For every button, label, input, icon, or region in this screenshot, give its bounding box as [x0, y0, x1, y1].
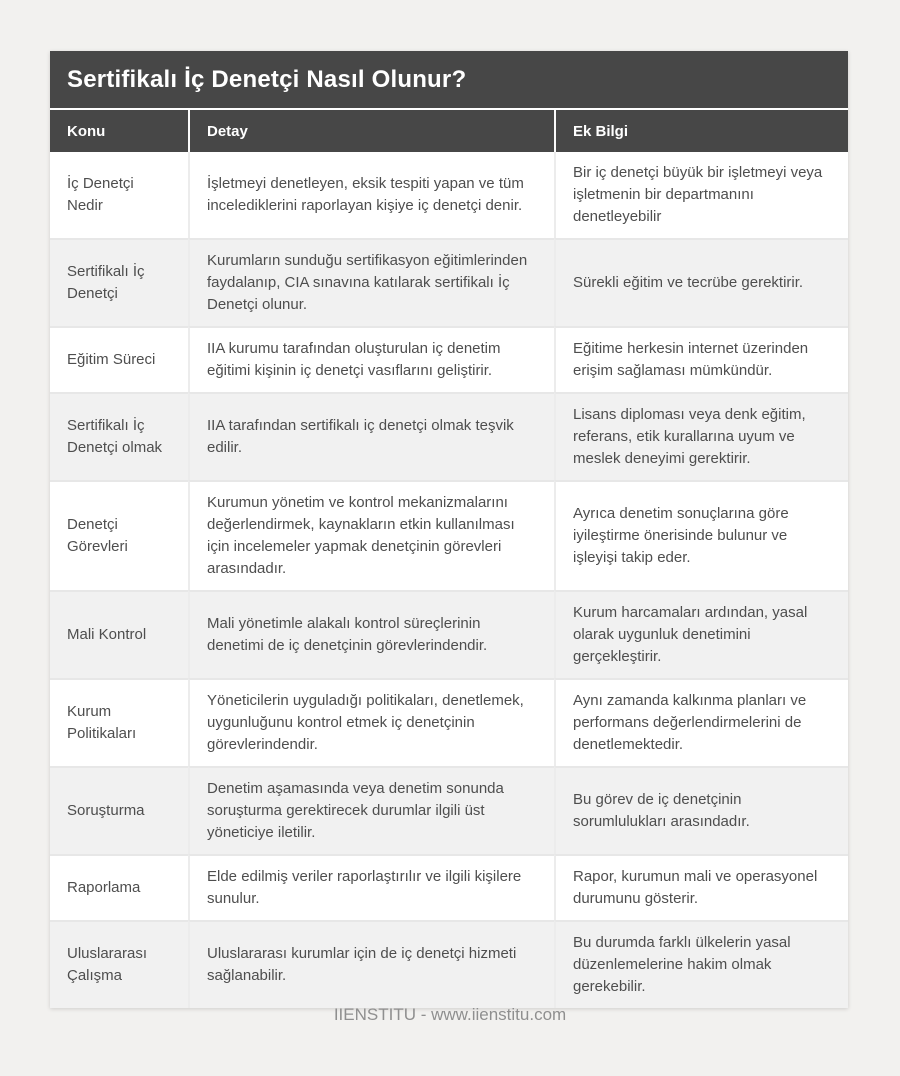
- cell-topic: Denetçi Görevleri: [50, 480, 188, 590]
- info-table-card: [50, 51, 848, 1008]
- cell-extra: Bir iç denetçi büyük bir işletmeyi veya işletmenin bir departmanını denetleyebilir: [554, 152, 848, 238]
- table-row: [50, 766, 848, 854]
- cell-extra: Bu durumda farklı ülkelerin yasal düzenlemelerine hakim olmak gerekebilir.: [554, 920, 848, 1008]
- cell-detail: Yöneticilerin uyguladığı politikaları, denetlemek, uygunluğunu kontrol etmek iç denetçinin görevlerindendir.: [188, 678, 554, 766]
- cell-extra: Kurum harcamaları ardından, yasal olarak uygunluk denetimini gerçekleştirir.: [554, 590, 848, 678]
- table-row: [50, 678, 848, 766]
- cell-detail: Uluslararası kurumlar için de iç denetçi hizmeti sağlanabilir.: [188, 920, 554, 1008]
- table-row: [50, 590, 848, 678]
- cell-topic: Kurum Politikaları: [50, 678, 188, 766]
- cell-topic: Mali Kontrol: [50, 590, 188, 678]
- cell-detail: Elde edilmiş veriler raporlaştırılır ve ilgili kişilere sunulur.: [188, 854, 554, 920]
- cell-extra: Rapor, kurumun mali ve operasyonel durumunu gösterir.: [554, 854, 848, 920]
- cell-detail: Mali yönetimle alakalı kontrol süreçlerinin denetimi de iç denetçinin görevlerindendir.: [188, 590, 554, 678]
- info-table: [50, 110, 848, 1008]
- cell-extra: Lisans diploması veya denk eğitim, referans, etik kurallarına uyum ve meslek deneyimi gerektirir.: [554, 392, 848, 480]
- cell-extra: Ayrıca denetim sonuçlarına göre iyileştirme önerisinde bulunur ve işleyişi takip eder.: [554, 480, 848, 590]
- page-title: Sertifikalı İç Denetçi Nasıl Olunur?: [67, 65, 467, 93]
- column-header-konu: Konu: [50, 110, 188, 152]
- table-row: [50, 480, 848, 590]
- table-row: [50, 920, 848, 1008]
- table-title-bar: [50, 51, 848, 108]
- cell-topic: Soruşturma: [50, 766, 188, 854]
- cell-detail: Kurumun yönetim ve kontrol mekanizmalarını değerlendirmek, kaynakların etkin kullanılması için incelemeler yapmak denetçinin görevleri arasındadır.: [188, 480, 554, 590]
- cell-detail: IIA tarafından sertifikalı iç denetçi olmak teşvik edilir.: [188, 392, 554, 480]
- cell-topic: Uluslararası Çalışma: [50, 920, 188, 1008]
- table-row: [50, 326, 848, 392]
- table-row: [50, 238, 848, 326]
- table-row: [50, 854, 848, 920]
- cell-detail: İşletmeyi denetleyen, eksik tespiti yapan ve tüm incelediklerini raporlayan kişiye iç denetçi denir.: [188, 152, 554, 238]
- table-row: [50, 152, 848, 238]
- cell-topic: İç Denetçi Nedir: [67, 175, 134, 214]
- cell-topic: Sertifikalı İç Denetçi olmak: [50, 392, 188, 480]
- column-header-detay: Detay: [188, 110, 554, 152]
- table-row: [50, 392, 848, 480]
- cell-topic: Eğitim Süreci: [50, 326, 188, 392]
- cell-extra: Eğitime herkesin internet üzerinden erişim sağlaması mümkündür.: [554, 326, 848, 392]
- cell-topic: Sertifikalı İç Denetçi: [50, 238, 188, 326]
- cell-extra: Bu görev de iç denetçinin sorumlulukları arasındadır.: [554, 766, 848, 854]
- cell-topic: Raporlama: [50, 854, 188, 920]
- footer-credit: IIENSTITU - www.iienstitu.com: [333, 1005, 567, 1024]
- header-row: [50, 110, 848, 152]
- cell-detail: IIA kurumu tarafından oluşturulan iç denetim eğitimi kişinin iç denetçi vasıflarını geliştirir.: [188, 326, 554, 392]
- cell-extra: Aynı zamanda kalkınma planları ve performans değerlendirmelerini de denetlemektedir.: [554, 678, 848, 766]
- cell-detail: Kurumların sunduğu sertifikasyon eğitimlerinden faydalanıp, CIA sınavına katılarak sertifikalı İç Denetçi olunur.: [188, 238, 554, 326]
- cell-extra: Sürekli eğitim ve tecrübe gerektirir.: [554, 238, 848, 326]
- cell-detail: Denetim aşamasında veya denetim sonunda soruşturma gerektirecek durumlar ilgili üst yöneticiye iletilir.: [188, 766, 554, 854]
- column-header-ek-bilgi: Ek Bilgi: [554, 110, 848, 152]
